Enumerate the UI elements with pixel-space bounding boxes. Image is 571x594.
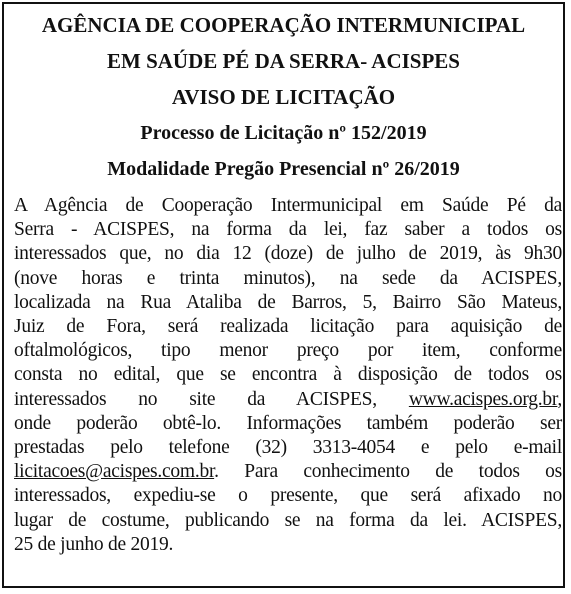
body-line-4: (nove horas e trinta minutos), na sede da ACISPES, (14, 267, 562, 289)
notice-body (14, 194, 562, 557)
body-line-3: interessados que, no dia 12 (doze) de julho de 2019, às 9h30 (14, 243, 562, 265)
body-line-12 (14, 460, 562, 484)
bid-notice-box (2, 2, 565, 588)
body-line-6: Juiz de Fora, será realizada licitação para aquisição de (14, 316, 562, 338)
body-line-5: localizada na Rua Ataliba de Barros, 5, Bairro São Mateus, (14, 291, 562, 313)
body-line-13: interessados, expediu-se o presente, que será afixado no (14, 485, 562, 507)
body-line-9-comma: , (557, 388, 562, 410)
body-line-9 (14, 388, 562, 412)
body-line-9-text: interessados no site da ACISPES, (14, 388, 409, 410)
body-line-1: A Agência de Cooperação Intermunicipal em Saúde Pé da (14, 195, 562, 216)
body-line-12-text: . Para conhecimento de todos os (214, 461, 562, 483)
modality-line: Modalidade Pregão Presencial nº 26/2019 (107, 158, 460, 180)
body-line-10: onde poderão obtê-lo. Informações também poderão ser (14, 412, 562, 434)
notice-title: AVISO DE LICITAÇÃO (171, 85, 396, 109)
body-line-8: consta no edital, que se encontra à disposição de todos os (14, 364, 562, 386)
body-line-11: prestadas pelo telefone (32) 3313-4054 e pelo e-mail (14, 437, 562, 459)
agency-name-line-1: AGÊNCIA DE COOPERAÇÃO INTERMUNICIPAL (41, 13, 526, 37)
body-line-2: Serra - ACISPES, na forma da lei, faz saber a todos os (14, 219, 562, 241)
agency-name-line-2: EM SAÚDE PÉ DA SERRA- ACISPES (107, 49, 460, 73)
body-line-7: oftalmológicos, tipo menor preço por item, conforme (14, 340, 562, 362)
website-link[interactable]: www.acispes.org.br (408, 388, 558, 410)
process-number: Processo de Licitação nº 152/2019 (140, 122, 427, 144)
body-line-14: lugar de costume, publicando se na forma da lei. ACISPES, (14, 509, 562, 531)
email-link[interactable]: licitacoes@acispes.com.br (14, 461, 215, 483)
body-line-15: 25 de junho de 2019. (14, 533, 174, 555)
